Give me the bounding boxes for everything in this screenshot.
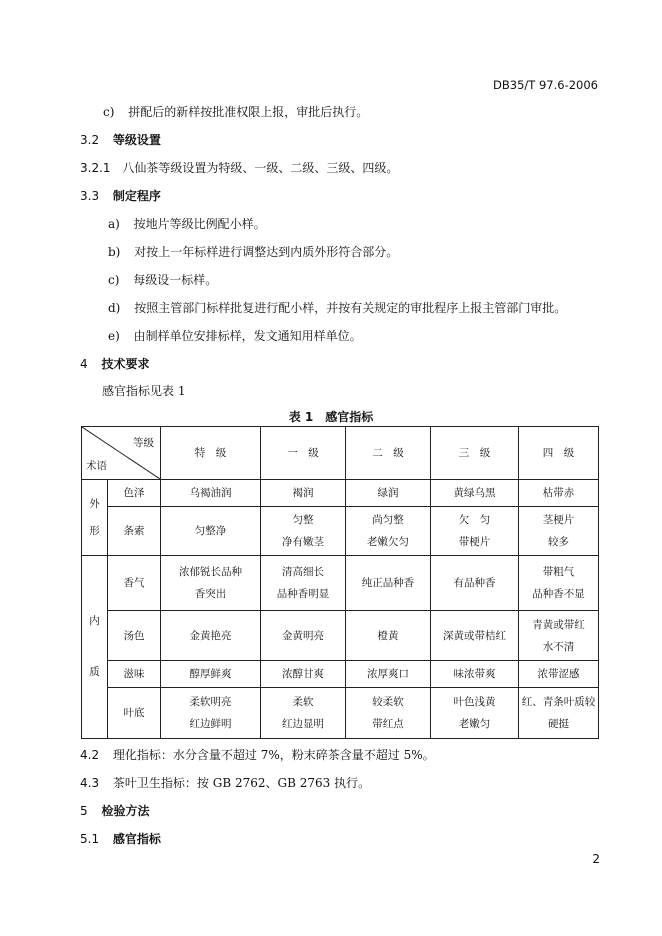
cell-line: 老嫩欠匀 — [367, 536, 409, 548]
corner-grade-label: 等级 — [133, 437, 154, 449]
step-b — [108, 243, 398, 260]
heading-5-1 — [80, 830, 161, 847]
table-cell — [431, 611, 519, 661]
term-cell: 香气 — [108, 556, 161, 611]
table-cell — [161, 611, 261, 661]
group-appearance-cell — [82, 480, 108, 556]
table-cell — [161, 688, 261, 739]
table-cell — [519, 688, 599, 739]
cell-line: 较柔软 — [372, 696, 404, 708]
term-cell: 滋味 — [108, 661, 161, 688]
heading-4-num: 4 — [80, 357, 88, 371]
step-label: a) — [108, 217, 120, 231]
para-3-2-1 — [80, 159, 398, 176]
step-c — [108, 271, 217, 288]
step-label: d) — [108, 301, 121, 315]
table-cell: 浓带涩感 — [519, 661, 599, 688]
table-row — [82, 661, 599, 688]
table-cell — [346, 611, 431, 661]
table-row — [82, 688, 599, 739]
cell-line: 叶色浅黄 — [453, 696, 496, 708]
cell-line: 金黄明亮 — [282, 629, 324, 642]
cell-line: 老嫩匀 — [458, 718, 491, 730]
cell-line: 红、青条叶质较 — [521, 696, 596, 708]
cell-line: 有品种香 — [453, 577, 496, 589]
term-cell: 叶底 — [108, 688, 161, 739]
step-label: b) — [108, 245, 121, 259]
table-cell — [261, 507, 346, 556]
cell-line: 纯正品种香 — [361, 577, 415, 589]
table-cell — [346, 556, 431, 611]
table-cell — [261, 556, 346, 611]
para-4-2 — [80, 746, 435, 763]
cell-line: 柔软 — [292, 696, 314, 708]
para-c-text: 拼配后的新样按批准权限上报，审批后执行。 — [128, 105, 369, 119]
table-corner-cell — [82, 427, 161, 480]
table-row — [82, 507, 599, 556]
cell-line: 茎梗片 — [542, 514, 575, 526]
table-row — [82, 556, 599, 611]
table-cell: 枯带赤 — [519, 480, 599, 507]
heading-3-2-num: 3.2 — [80, 133, 100, 147]
cell-line: 匀整净 — [194, 525, 227, 537]
table-row — [82, 480, 599, 507]
table-cell — [261, 688, 346, 739]
cell-line: 青黄或带红 — [532, 618, 585, 631]
table-cell: 乌褐油润 — [161, 480, 261, 507]
group-quality-cell — [82, 556, 108, 739]
doc-code: DB35/T 97.6-2006 — [493, 78, 598, 92]
table-cell — [161, 556, 261, 611]
step-label: c) — [108, 273, 120, 287]
para-4-intro: 感官指标见表 1 — [102, 384, 186, 398]
cell-line: 水不清 — [542, 640, 575, 653]
table-cell — [346, 688, 431, 739]
cell-line: 带粗气 — [542, 566, 575, 578]
cell-line: 深黄或带桔红 — [443, 629, 506, 642]
para-4-2-text: 理化指标：水分含量不超过 7%，粉末碎茶含量不超过 5%。 — [112, 748, 435, 762]
cell-line: 浓郁锐长品种 — [179, 566, 242, 578]
table-cell — [431, 507, 519, 556]
table-cell — [346, 507, 431, 556]
cell-line: 尚匀整 — [372, 514, 404, 526]
step-e — [108, 327, 362, 344]
table-cell: 醇厚鲜爽 — [161, 661, 261, 688]
para-3-2-1-num: 3.2.1 — [80, 161, 111, 175]
heading-4 — [80, 355, 149, 372]
cell-line: 带红点 — [372, 718, 404, 730]
heading-5-title: 检验方法 — [101, 804, 150, 818]
group-char: 外 — [89, 497, 100, 510]
cell-line: 金黄艳亮 — [189, 629, 232, 642]
cell-line: 橙黄 — [377, 629, 399, 642]
grade-header: 特 级 — [161, 427, 261, 480]
para-4-3-text: 茶叶卫生指标：按 GB 2762、GB 2763 执行。 — [112, 776, 371, 790]
heading-5 — [80, 802, 149, 819]
table-cell — [431, 556, 519, 611]
corner-term-label: 术语 — [86, 460, 107, 472]
table-cell: 浓厚爽口 — [346, 661, 431, 688]
sensory-table — [81, 426, 599, 739]
step-d — [108, 299, 566, 316]
term-cell: 条索 — [108, 507, 161, 556]
step-text: 对按上一年标样进行调整达到内质外形符合部分。 — [134, 245, 399, 259]
heading-3-2-title: 等级设置 — [112, 133, 161, 147]
heading-4-title: 技术要求 — [101, 357, 150, 371]
cell-line: 净有嫩茎 — [282, 536, 324, 548]
step-a — [108, 215, 266, 232]
cell-line: 欠 匀 — [458, 514, 491, 526]
table-cell — [519, 556, 599, 611]
term-cell: 汤色 — [108, 611, 161, 661]
para-4-3 — [80, 774, 370, 791]
heading-3-3-num: 3.3 — [80, 189, 100, 203]
table-cell — [161, 507, 261, 556]
cell-line: 柔软明亮 — [189, 696, 232, 708]
grade-header: 一 级 — [261, 427, 346, 480]
para-3-2-1-text: 八仙茶等级设置为特级、一级、二级、三级、四级。 — [122, 161, 399, 175]
cell-line: 清高细长 — [282, 566, 324, 578]
table-cell: 绿润 — [346, 480, 431, 507]
table-cell: 味浓带爽 — [431, 661, 519, 688]
grade-header: 二 级 — [346, 427, 431, 480]
heading-5-1-title: 感官指标 — [112, 832, 161, 846]
step-text: 由制样单位安排标样，发文通知用样单位。 — [133, 329, 362, 343]
table-caption: 表 1 感官指标 — [288, 410, 374, 424]
cell-line: 香突出 — [194, 588, 227, 600]
table-cell: 黄绿乌黑 — [431, 480, 519, 507]
cell-line: 品种香明显 — [276, 588, 330, 600]
step-text: 按地片等级比例配小样。 — [133, 217, 266, 231]
para-4-2-num: 4.2 — [80, 748, 100, 762]
table-cell — [431, 688, 519, 739]
grade-header: 四 级 — [519, 427, 599, 480]
table-cell: 褐润 — [261, 480, 346, 507]
group-char: 形 — [89, 524, 100, 537]
table-cell — [519, 507, 599, 556]
cell-line: 较多 — [548, 536, 569, 548]
heading-3-2 — [80, 131, 161, 148]
heading-3-3-title: 制定程序 — [112, 189, 161, 203]
cell-line: 带梗片 — [458, 536, 491, 548]
cell-line: 红边显明 — [282, 718, 324, 730]
grade-header: 三 级 — [431, 427, 519, 480]
group-char: 质 — [89, 666, 100, 678]
table-cell: 浓醇甘爽 — [261, 661, 346, 688]
group-char: 内 — [89, 615, 100, 627]
cell-line: 品种香不显 — [532, 588, 585, 600]
table-cell — [261, 611, 346, 661]
cell-line: 匀整 — [292, 514, 314, 526]
heading-3-3 — [80, 187, 161, 204]
heading-5-1-num: 5.1 — [80, 832, 100, 846]
cell-line: 硬挺 — [548, 718, 569, 730]
para-4-3-num: 4.3 — [80, 776, 100, 790]
para-c — [103, 103, 368, 120]
page-number: 2 — [592, 852, 600, 866]
table-header-row — [82, 427, 599, 480]
step-label: e) — [108, 329, 120, 343]
term-cell: 色泽 — [108, 480, 161, 507]
step-text: 按照主管部门标样批复进行配小样，并按有关规定的审批程序上报主管部门审批。 — [134, 301, 567, 315]
cell-line: 红边鲜明 — [189, 718, 232, 730]
table-cell — [519, 611, 599, 661]
heading-5-num: 5 — [80, 804, 88, 818]
step-text: 每级设一标样。 — [133, 273, 218, 287]
para-c-label: c) — [103, 105, 115, 119]
table-row — [82, 611, 599, 661]
